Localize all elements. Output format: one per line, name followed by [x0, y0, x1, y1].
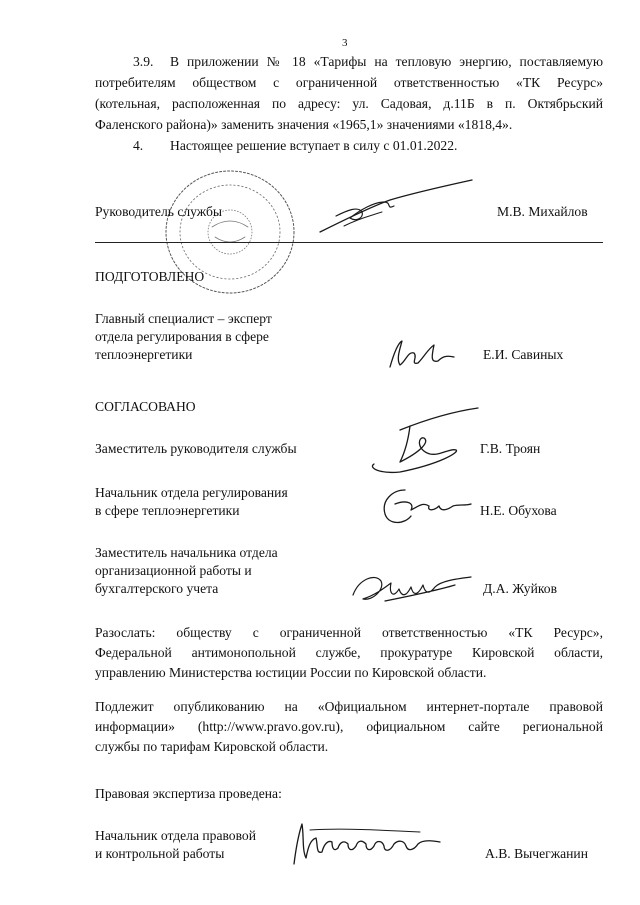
paragraph-line: потребителям обществом с ограниченной ответственностью «ТК Ресурс» — [95, 75, 603, 90]
signature-vychegzhanin — [280, 818, 445, 868]
position-line: Заместитель начальника отдела — [95, 545, 278, 560]
head-name: М.В. Михайлов — [497, 204, 588, 219]
position-line: теплоэнергетики — [95, 347, 193, 362]
position-line: бухгалтерского учета — [95, 581, 219, 596]
person-name: Н.Е. Обухова — [480, 503, 557, 518]
prepared-heading: ПОДГОТОВЛЕНО — [95, 269, 205, 284]
signature-savinykh — [380, 335, 465, 375]
position-line: и контрольной работы — [95, 846, 225, 861]
person-name: Д.А. Жуйков — [483, 581, 558, 596]
position-line: Главный специалист – эксперт — [95, 311, 272, 326]
paragraph-line: Фаленского района)» заменить значения «1965,1» значениями «1818,4». — [95, 117, 513, 132]
head-position: Руководитель службы — [95, 204, 223, 219]
position-line: в сфере теплоэнергетики — [95, 503, 240, 518]
legal-review-name: А.В. Вычегжанин — [485, 846, 588, 861]
paragraph-line: службы по тарифам Кировской области. — [95, 739, 329, 754]
signature-troyan — [360, 402, 480, 477]
person-name: Г.В. Троян — [480, 441, 541, 456]
page-number: 3 — [342, 37, 348, 49]
position-line: Заместитель руководителя службы — [95, 441, 297, 456]
paragraph-line: В приложении № 18 «Тарифы на тепловую энергию, поставляемую — [170, 54, 603, 69]
signature-obukhova — [375, 480, 475, 530]
paragraph-line: Настоящее решение вступает в силу с 01.01.2022. — [170, 138, 458, 153]
prepared-name: Е.И. Савиных — [483, 347, 564, 362]
divider-line — [95, 242, 603, 243]
position-line: Начальник отдела регулирования — [95, 485, 288, 500]
signature-zhuykov — [345, 565, 475, 610]
paragraph-line: (котельная, расположенная по адресу: ул. Садовая, д.11Б в п. Октябрьский — [95, 96, 603, 111]
legal-review-note: Правовая экспертиза проведена: — [95, 786, 282, 801]
item-number: 3.9. — [133, 54, 154, 69]
paragraph-line: Федеральной антимонопольной службе, прокуратуре Кировской области, — [95, 645, 603, 660]
position-line: отдела регулирования в сфере — [95, 329, 269, 344]
position-line: организационной работы и — [95, 563, 252, 578]
agreed-heading: СОГЛАСОВАНО — [95, 399, 196, 414]
position-line: Начальник отдела правовой — [95, 828, 257, 843]
signature-head — [300, 172, 475, 247]
paragraph-line: управлению Министерства юстиции России по Кировской области. — [95, 665, 487, 680]
paragraph-line: Подлежит опубликованию на «Официальном интернет-портале правовой — [95, 699, 603, 714]
paragraph-line: Разослать: обществу с ограниченной ответственностью «ТК Ресурс», — [95, 625, 603, 640]
paragraph-line: информации» (http://www.pravo.gov.ru), официальном сайте региональной — [95, 719, 603, 734]
item-number: 4. — [133, 138, 144, 153]
